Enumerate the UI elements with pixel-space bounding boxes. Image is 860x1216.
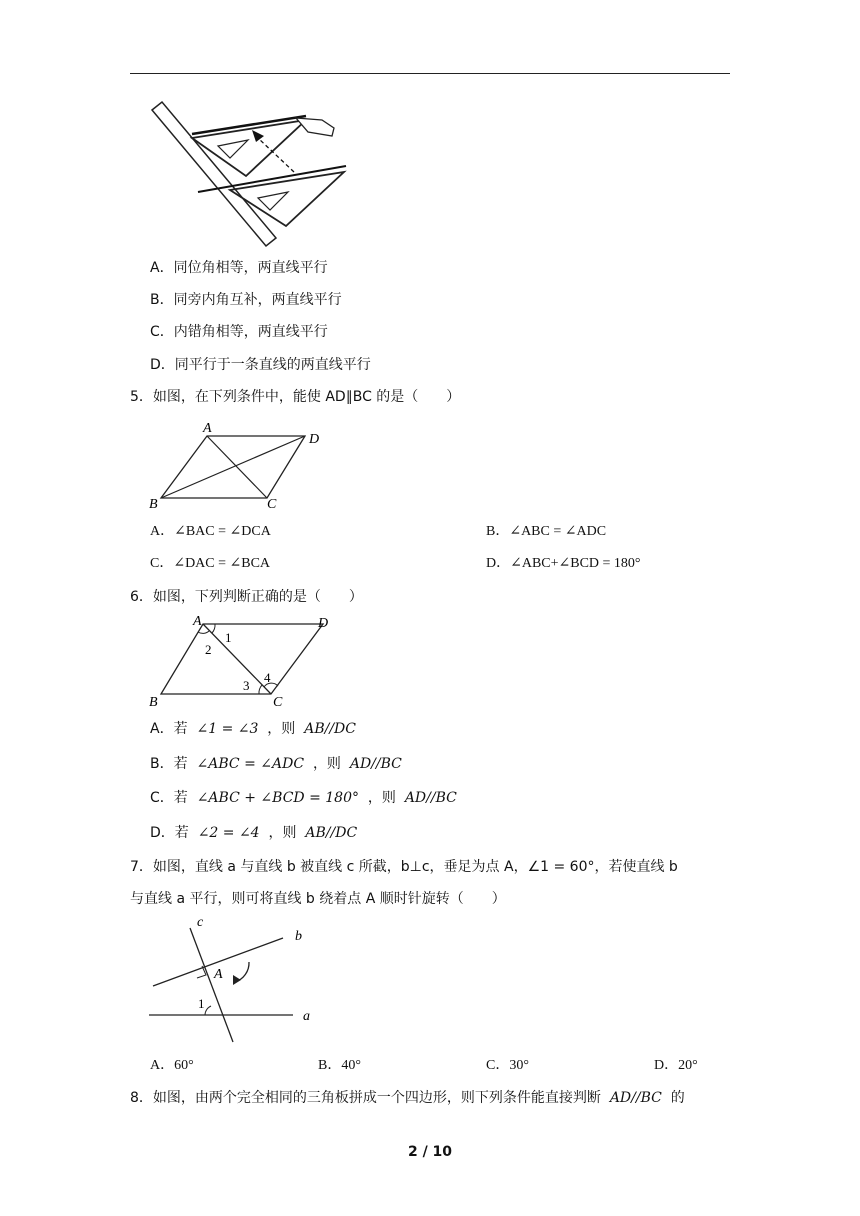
q6-angle-1: 1 [225, 630, 232, 645]
q7-angle-1: 1 [198, 996, 205, 1011]
q6-option-a-mid: ，则 [267, 721, 296, 737]
q6-option-a-prefix: A．若 [150, 721, 188, 737]
q7-option-b: B．40° [318, 1058, 361, 1073]
q6-option-b [150, 754, 402, 774]
q4-option-b: B．同旁内角互补，两直线平行 [150, 292, 342, 308]
q6-option-a-expr: ∠1 = ∠3 [196, 721, 259, 737]
q6-option-d-result: AB//DC [305, 825, 358, 841]
q6-option-b-expr: ∠ABC = ∠ADC [196, 756, 305, 772]
q6-option-a [150, 719, 356, 739]
q8-stem-math: AD//BC [609, 1090, 662, 1106]
q7-option-d: D．20° [654, 1058, 698, 1073]
q4-option-d: D．同平行于一条直线的两直线平行 [150, 357, 371, 373]
q6-label-c: C [273, 695, 283, 710]
q6-option-c-result: AD//BC [404, 790, 457, 806]
q4-figure [148, 98, 348, 250]
q6-angle-4: 4 [264, 670, 271, 685]
q7-option-a: A．60° [150, 1058, 194, 1073]
q6-option-a-result: AB//DC [304, 721, 356, 737]
q8-stem [130, 1088, 685, 1108]
q5-label-d: D [309, 432, 320, 447]
q6-angle-2: 2 [205, 642, 212, 657]
q5-label-a: A [203, 421, 212, 436]
q6-option-b-prefix: B．若 [150, 756, 188, 772]
q7-label-c: c [197, 915, 204, 930]
q7-label-a: a [303, 1009, 310, 1024]
q7-option-c: C．30° [486, 1058, 529, 1073]
q7-label-b: b [295, 929, 302, 944]
q7-figure [145, 912, 325, 1046]
q6-option-d-prefix: D．若 [150, 825, 189, 841]
q6-option-c [150, 788, 457, 808]
q6-option-d [150, 823, 357, 843]
q8-stem-prefix: 8．如图，由两个完全相同的三角板拼成一个四边形，则下列条件能直接判断 [130, 1090, 601, 1106]
q5-label-b: B [149, 497, 158, 512]
q7-stem-line2: 与直线 a 平行，则可将直线 b 绕着点 A 顺时针旋转（ ） [130, 891, 506, 907]
page-number: 2 / 10 [407, 1144, 453, 1160]
q6-option-d-mid: ，则 [268, 825, 297, 841]
q6-label-a: A [193, 614, 202, 629]
q6-stem: 6．如图，下列判断正确的是（ ） [130, 589, 363, 605]
q5-option-d: D．∠ABC+∠BCD = 180° [486, 556, 641, 571]
q5-option-c: C．∠DAC = ∠BCA [150, 556, 271, 571]
q4-option-a: A．同位角相等，两直线平行 [150, 260, 328, 276]
q7-stem-line1: 7．如图，直线 a 与直线 b 被直线 c 所截，b⊥c，垂足为点 A，∠1 = 60°，若使直线 b [130, 859, 678, 875]
header-rule [130, 73, 730, 74]
q6-option-c-prefix: C．若 [150, 790, 188, 806]
q8-stem-suffix: 的 [670, 1090, 685, 1106]
q5-option-b: B．∠ABC = ∠ADC [486, 524, 607, 539]
q5-option-a: A．∠BAC = ∠DCA [150, 524, 271, 539]
q7-label-a-point: A [214, 967, 223, 982]
q5-stem: 5．如图，在下列条件中，能使 AD∥BC 的是（ ） [130, 389, 461, 405]
q6-label-d: D [318, 616, 329, 631]
q6-angle-3: 3 [243, 678, 250, 693]
q6-figure [145, 614, 345, 710]
q5-label-c: C [267, 497, 277, 512]
q4-option-c: C．内错角相等，两直线平行 [150, 324, 328, 340]
q6-option-b-result: AD//BC [349, 756, 402, 772]
q5-figure [145, 418, 335, 514]
q6-option-d-expr: ∠2 = ∠4 [197, 825, 260, 841]
q6-option-c-mid: ，则 [367, 790, 396, 806]
q6-option-c-expr: ∠ABC + ∠BCD = 180° [196, 790, 359, 806]
q6-label-b: B [149, 695, 158, 710]
q6-option-b-mid: ，则 [312, 756, 341, 772]
